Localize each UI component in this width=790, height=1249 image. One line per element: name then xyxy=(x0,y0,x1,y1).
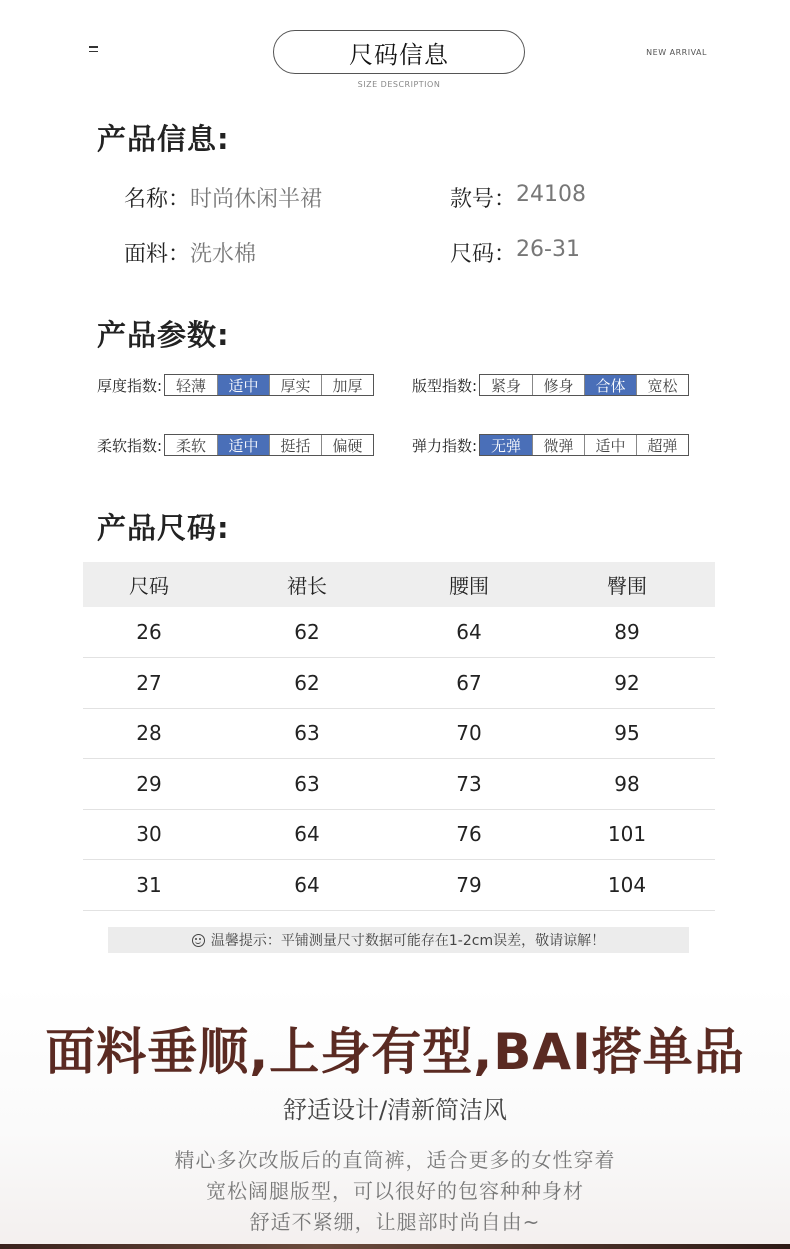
table-cell: 62 xyxy=(215,658,399,709)
table-row xyxy=(83,860,715,911)
scale-option: 微弹 xyxy=(532,435,584,455)
table-row xyxy=(83,759,715,810)
measurement-tip xyxy=(108,927,689,953)
table-cell: 73 xyxy=(399,759,539,810)
table-cell: 67 xyxy=(399,658,539,709)
scale-option: 轻薄 xyxy=(176,376,207,395)
scale-option: 加厚 xyxy=(321,375,373,395)
scale-option: 厚实 xyxy=(269,375,321,395)
thickness-scale xyxy=(164,374,374,396)
promo-subheadline: 舒适设计/清新简洁风 xyxy=(282,1096,508,1124)
table-cell: 76 xyxy=(399,809,539,860)
param-softness-label: 柔软指数: xyxy=(97,436,163,455)
softness-scale xyxy=(164,434,374,456)
column-header: 尺码 xyxy=(83,562,215,607)
table-row xyxy=(83,708,715,759)
scale-option: 合体 xyxy=(584,375,636,395)
page-title: 尺码信息 xyxy=(273,30,525,74)
scale-option: 修身 xyxy=(532,375,584,395)
table-cell: 89 xyxy=(539,607,715,658)
info-fabric-value: 洗水棉 xyxy=(190,242,257,267)
info-size-value: 26-31 xyxy=(516,237,580,262)
scale-option: 适中 xyxy=(217,435,269,455)
table-cell: 63 xyxy=(215,708,399,759)
promo-headline: 面料垂顺,上身有型,BAI搭单品 xyxy=(45,1023,745,1081)
params-title: 产品参数: xyxy=(97,318,230,352)
table-row xyxy=(83,809,715,860)
promo-line: 宽松阔腿版型，可以很好的包容种种身材 xyxy=(206,1179,584,1203)
scale-option: 柔软 xyxy=(176,436,207,455)
table-cell: 64 xyxy=(399,607,539,658)
table-cell: 101 xyxy=(539,809,715,860)
param-elasticity-label: 弹力指数: xyxy=(412,436,478,455)
column-header: 裙长 xyxy=(215,562,399,607)
scale-option: 适中 xyxy=(217,375,269,395)
page-subtitle: SIZE DESCRIPTION xyxy=(357,80,441,89)
info-style xyxy=(450,182,586,213)
table-cell: 92 xyxy=(539,658,715,709)
info-fabric-key: 面料： xyxy=(124,242,191,267)
param-thickness-label: 厚度指数: xyxy=(97,376,163,395)
table-cell: 64 xyxy=(215,860,399,911)
table-cell: 30 xyxy=(83,809,215,860)
info-size-key: 尺码： xyxy=(450,242,517,267)
table-cell: 95 xyxy=(539,708,715,759)
scale-option: 无弹 xyxy=(480,435,532,455)
menu-icon[interactable] xyxy=(89,46,99,55)
elasticity-scale xyxy=(479,434,689,456)
bottom-photo-strip xyxy=(0,1244,790,1249)
table-cell: 104 xyxy=(539,860,715,911)
size-table xyxy=(83,562,715,911)
column-header: 臀围 xyxy=(539,562,715,607)
smile-icon xyxy=(192,934,205,947)
info-style-key: 款号： xyxy=(450,187,517,212)
info-name-key: 名称： xyxy=(124,187,191,212)
new-arrival-tag: NEW ARRIVAL xyxy=(646,48,707,57)
table-header-row xyxy=(83,562,715,607)
column-header: 腰围 xyxy=(399,562,539,607)
table-row xyxy=(83,658,715,709)
table-cell: 28 xyxy=(83,708,215,759)
param-fit xyxy=(412,374,689,396)
param-softness xyxy=(97,434,374,456)
table-cell: 27 xyxy=(83,658,215,709)
param-thickness xyxy=(97,374,374,396)
info-size xyxy=(450,237,580,268)
scale-option: 宽松 xyxy=(636,375,688,395)
scale-option: 偏硬 xyxy=(321,435,373,455)
size-table-title: 产品尺码: xyxy=(97,511,230,545)
info-name-value: 时尚休闲半裙 xyxy=(190,187,323,212)
table-cell: 29 xyxy=(83,759,215,810)
table-cell: 70 xyxy=(399,708,539,759)
scale-option: 挺括 xyxy=(269,435,321,455)
table-cell: 63 xyxy=(215,759,399,810)
table-cell: 98 xyxy=(539,759,715,810)
info-fabric xyxy=(124,237,256,268)
info-name xyxy=(124,182,322,213)
table-cell: 62 xyxy=(215,607,399,658)
table-row xyxy=(83,607,715,658)
table-cell: 26 xyxy=(83,607,215,658)
table-cell: 31 xyxy=(83,860,215,911)
fit-scale xyxy=(479,374,689,396)
scale-option: 超弹 xyxy=(636,435,688,455)
promo-line: 精心多次改版后的直筒裤，适合更多的女性穿着 xyxy=(174,1148,616,1172)
product-info-title: 产品信息: xyxy=(97,122,230,156)
tip-text: 温馨提示：平铺测量尺寸数据可能存在1-2cm误差，敬请谅解！ xyxy=(210,933,606,949)
param-fit-label: 版型指数: xyxy=(412,376,478,395)
param-elasticity xyxy=(412,434,689,456)
info-style-value: 24108 xyxy=(516,182,587,207)
scale-option: 适中 xyxy=(584,435,636,455)
promo-line: 舒适不紧绷，让腿部时尚自由~ xyxy=(249,1210,541,1234)
table-cell: 64 xyxy=(215,809,399,860)
table-cell: 79 xyxy=(399,860,539,911)
scale-option: 紧身 xyxy=(491,376,522,395)
